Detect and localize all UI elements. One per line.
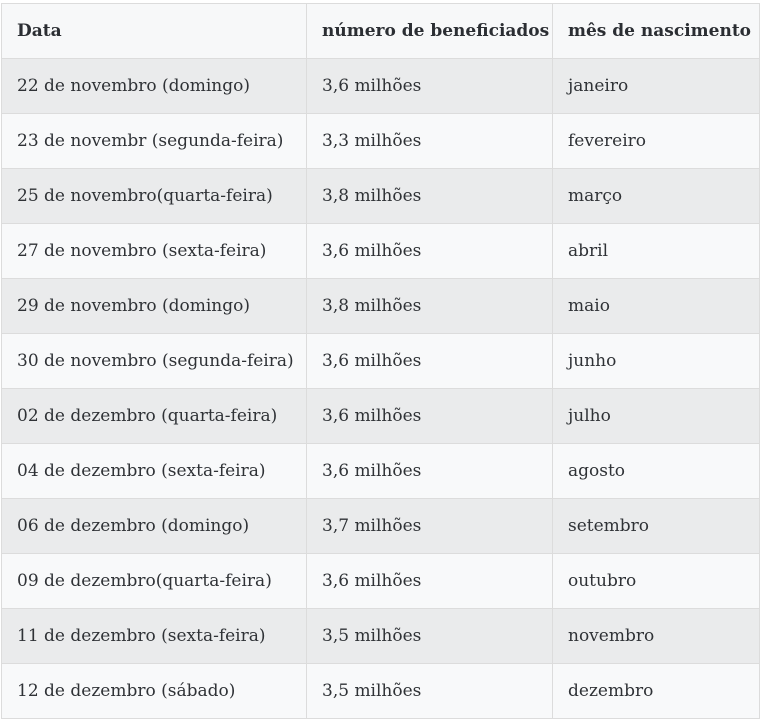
cell-date: 29 de novembro (domingo) — [2, 279, 307, 334]
table-header — [2, 4, 760, 59]
cell-beneficiaries: 3,3 milhões — [307, 114, 553, 169]
cell-date: 27 de novembro (sexta-feira) — [2, 224, 307, 279]
cell-beneficiaries: 3,6 milhões — [307, 59, 553, 114]
cell-date: 09 de dezembro(quarta-feira) — [2, 554, 307, 609]
cell-birth-month: setembro — [553, 499, 760, 554]
cell-date: 25 de novembro(quarta-feira) — [2, 169, 307, 224]
header-beneficiaries: número de beneficiados — [307, 4, 553, 59]
cell-birth-month: outubro — [553, 554, 760, 609]
table-row — [2, 499, 760, 554]
cell-beneficiaries: 3,6 milhões — [307, 554, 553, 609]
cell-date: 23 de novembr (segunda-feira) — [2, 114, 307, 169]
table-row — [2, 609, 760, 664]
cell-birth-month: novembro — [553, 609, 760, 664]
cell-beneficiaries: 3,6 milhões — [307, 389, 553, 444]
header-date: Data — [2, 4, 307, 59]
cell-birth-month: junho — [553, 334, 760, 389]
cell-date: 11 de dezembro (sexta-feira) — [2, 609, 307, 664]
cell-beneficiaries: 3,7 milhões — [307, 499, 553, 554]
cell-birth-month: julho — [553, 389, 760, 444]
cell-birth-month: janeiro — [553, 59, 760, 114]
table-row — [2, 169, 760, 224]
cell-date: 22 de novembro (domingo) — [2, 59, 307, 114]
cell-beneficiaries: 3,6 milhões — [307, 224, 553, 279]
table-row — [2, 444, 760, 499]
cell-date: 04 de dezembro (sexta-feira) — [2, 444, 307, 499]
cell-beneficiaries: 3,8 milhões — [307, 169, 553, 224]
table-row — [2, 664, 760, 719]
table-row — [2, 554, 760, 609]
cell-beneficiaries: 3,5 milhões — [307, 609, 553, 664]
cell-date: 30 de novembro (segunda-feira) — [2, 334, 307, 389]
cell-date: 02 de dezembro (quarta-feira) — [2, 389, 307, 444]
table-body — [2, 59, 760, 719]
payment-schedule-table-container — [1, 3, 759, 719]
cell-beneficiaries: 3,8 milhões — [307, 279, 553, 334]
payment-schedule-table — [1, 3, 760, 719]
table-row — [2, 114, 760, 169]
table-row — [2, 279, 760, 334]
cell-birth-month: dezembro — [553, 664, 760, 719]
table-row — [2, 334, 760, 389]
header-birth-month: mês de nascimento — [553, 4, 760, 59]
cell-beneficiaries: 3,6 milhões — [307, 444, 553, 499]
table-row — [2, 389, 760, 444]
cell-birth-month: março — [553, 169, 760, 224]
table-row — [2, 224, 760, 279]
cell-birth-month: maio — [553, 279, 760, 334]
table-row — [2, 59, 760, 114]
cell-date: 06 de dezembro (domingo) — [2, 499, 307, 554]
cell-beneficiaries: 3,5 milhões — [307, 664, 553, 719]
cell-date: 12 de dezembro (sábado) — [2, 664, 307, 719]
header-row — [2, 4, 760, 59]
cell-birth-month: fevereiro — [553, 114, 760, 169]
cell-birth-month: abril — [553, 224, 760, 279]
cell-birth-month: agosto — [553, 444, 760, 499]
cell-beneficiaries: 3,6 milhões — [307, 334, 553, 389]
